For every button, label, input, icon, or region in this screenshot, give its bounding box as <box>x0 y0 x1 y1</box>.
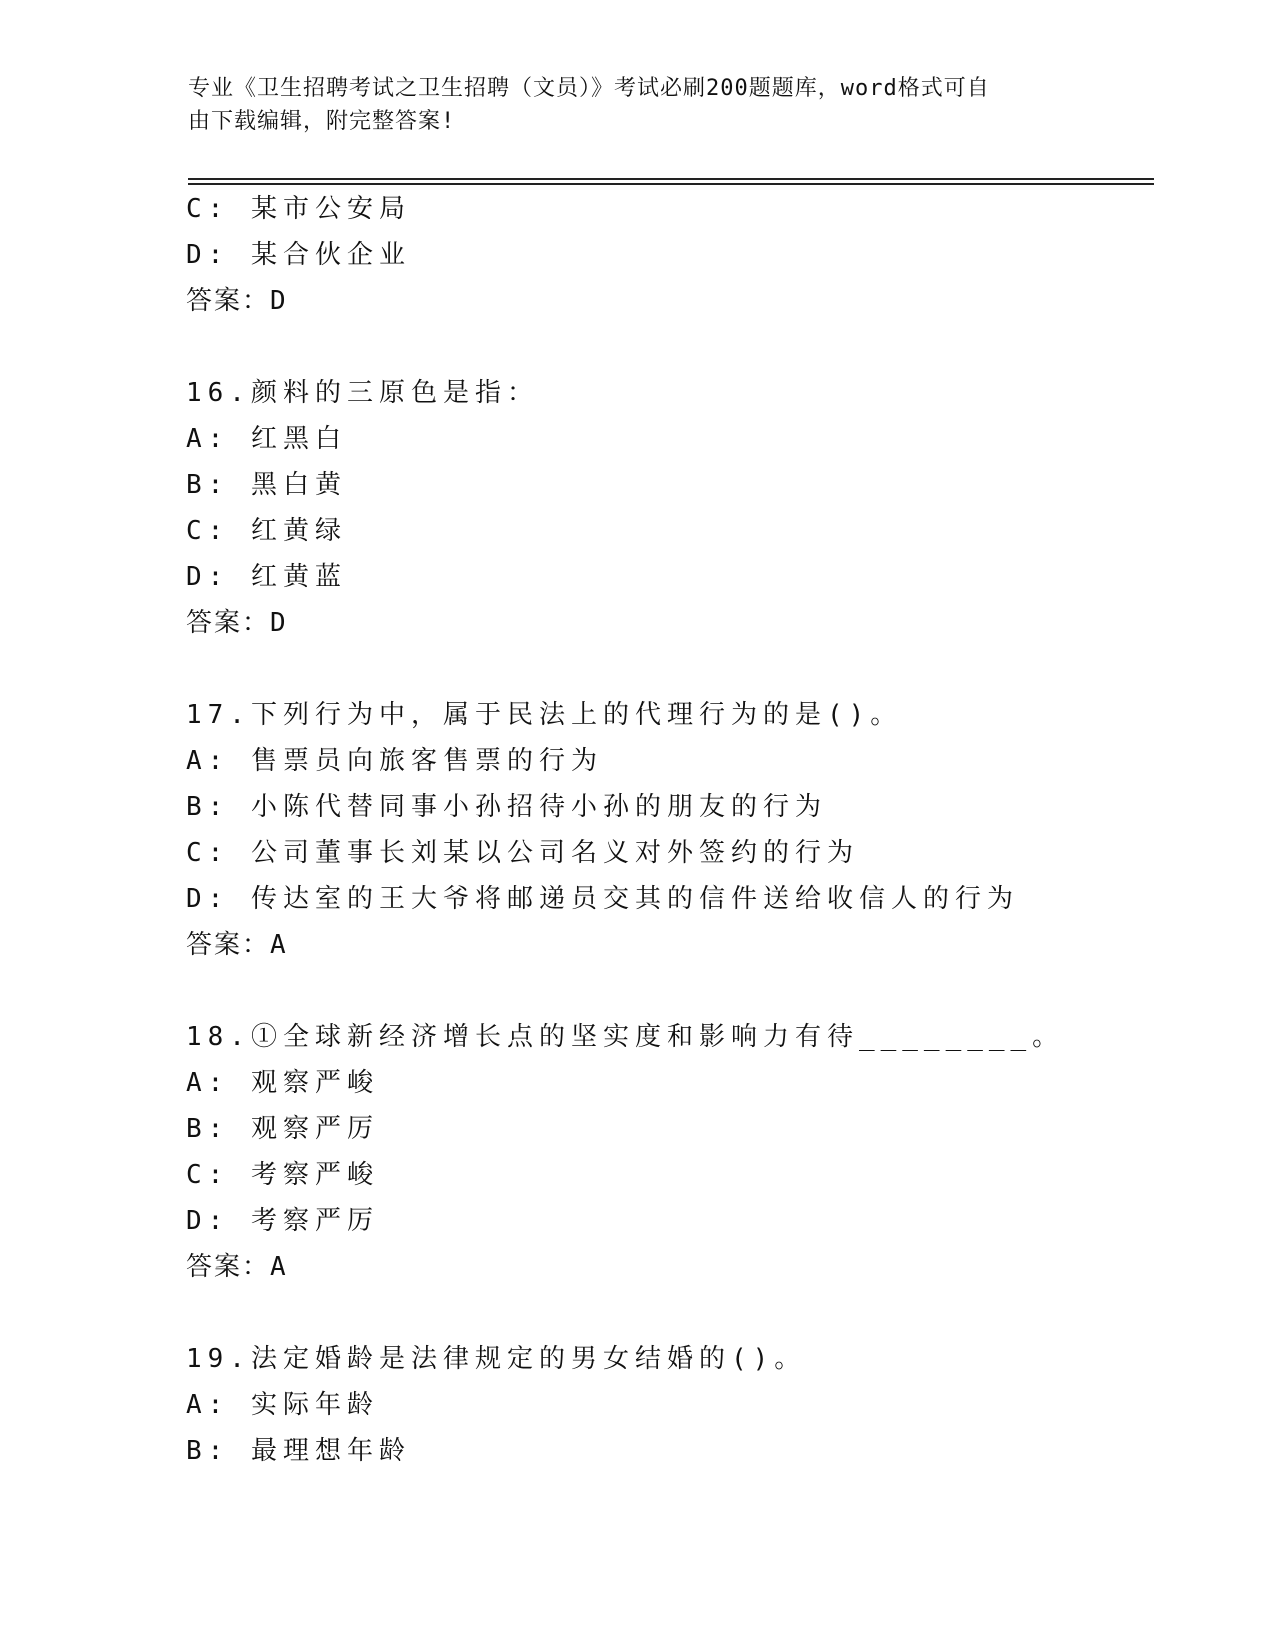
answer-value: A <box>270 1252 286 1282</box>
question-stem: 16.颜料的三原色是指： <box>186 378 539 408</box>
question-list <box>186 186 1186 1474</box>
question-stem: 19.法定婚龄是法律规定的男女结婚的()。 <box>186 1344 807 1374</box>
answer-option: A: 实际年龄 <box>186 1390 379 1420</box>
answer-option: D: 某合伙企业 <box>186 240 411 270</box>
answer-option: D: 传达室的王大爷将邮递员交其的信件送给收信人的行为 <box>186 884 1019 914</box>
header-divider-bottom <box>188 183 1154 185</box>
answer-label: 答案： <box>186 930 271 960</box>
answer-label: 答案： <box>186 286 271 316</box>
answer-line <box>186 278 1186 324</box>
document-header <box>188 72 1068 138</box>
answer-label: 答案： <box>186 1252 271 1282</box>
answer-option: A: 红黑白 <box>186 424 347 454</box>
header-divider-top <box>188 178 1154 180</box>
answer-label: 答案： <box>186 608 271 638</box>
answer-value: A <box>270 930 286 960</box>
answer-option: D: 考察严厉 <box>186 1206 379 1236</box>
answer-option: B: 观察严厉 <box>186 1114 379 1144</box>
blank-line <box>186 646 1186 692</box>
answer-option: C: 公司董事长刘某以公司名义对外签约的行为 <box>186 838 859 868</box>
answer-line <box>186 1244 1186 1290</box>
question-stem: 17.下列行为中，属于民法上的代理行为的是()。 <box>186 700 903 730</box>
answer-option: C: 某市公安局 <box>186 194 411 224</box>
answer-option: A: 观察严峻 <box>186 1068 379 1098</box>
question-stem: 18.①全球新经济增长点的坚实度和影响力有待________。 <box>186 1022 1065 1052</box>
answer-line <box>186 922 1186 968</box>
answer-option: B: 黑白黄 <box>186 470 347 500</box>
blank-line <box>186 1290 1186 1336</box>
answer-option: C: 考察严峻 <box>186 1160 379 1190</box>
header-line-2: 由下载编辑，附完整答案! <box>188 109 456 134</box>
answer-value: D <box>270 286 286 316</box>
answer-option: D: 红黄蓝 <box>186 562 347 592</box>
blank-line <box>186 324 1186 370</box>
answer-option: B: 小陈代替同事小孙招待小孙的朋友的行为 <box>186 792 827 822</box>
answer-option: C: 红黄绿 <box>186 516 347 546</box>
answer-value: D <box>270 608 286 638</box>
header-line-1: 专业《卫生招聘考试之卫生招聘（文员）》考试必刷200题题库，word格式可自 <box>188 76 990 101</box>
answer-option: A: 售票员向旅客售票的行为 <box>186 746 603 776</box>
blank-line <box>186 968 1186 1014</box>
answer-line <box>186 600 1186 646</box>
answer-option: B: 最理想年龄 <box>186 1436 411 1466</box>
